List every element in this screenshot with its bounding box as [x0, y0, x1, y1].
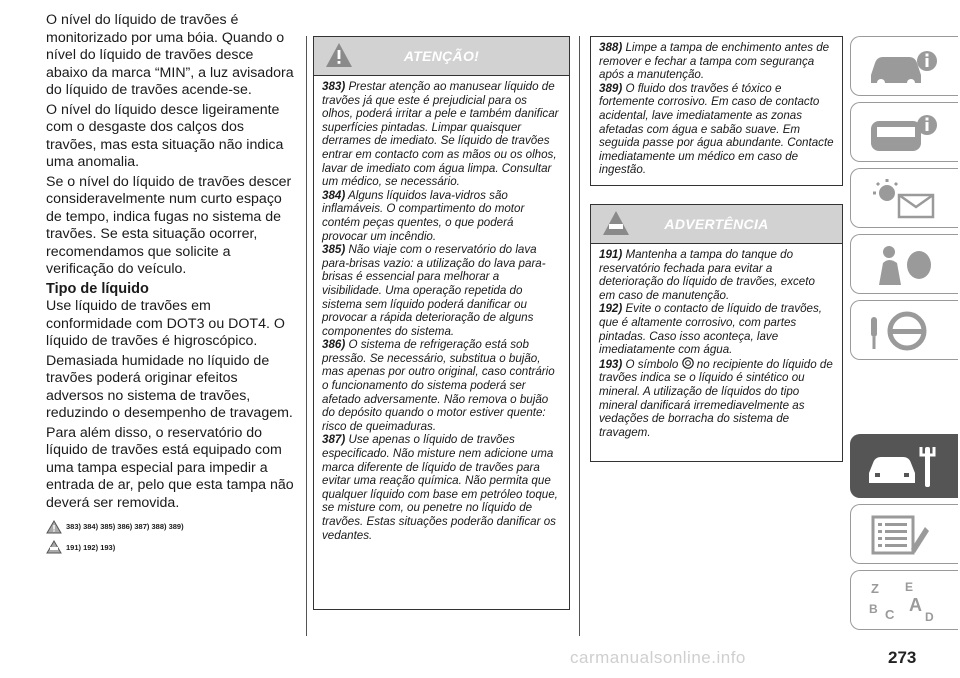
tab-technical-data[interactable] — [850, 504, 958, 564]
brake-fluid-symbol-icon — [682, 357, 694, 369]
paragraph: Use líquido de travões em conformidade com DOT3 ou DOT4. O líquido de travões é higroscópico. — [46, 298, 285, 349]
caution-box — [590, 204, 843, 462]
svg-text:E: E — [905, 580, 914, 594]
caution-header — [591, 205, 842, 244]
column-divider — [306, 36, 307, 636]
caution-title: ADVERTÊNCIA — [664, 216, 769, 232]
paragraph: Demasiada humidade no líquido de travões poderá originar efeitos adversos no sistema de travões, reduzindo o desempenho de travagem. — [46, 352, 293, 421]
tab-index[interactable] — [850, 570, 958, 630]
attention-continued-box — [590, 36, 843, 186]
attention-title: ATENÇÃO! — [403, 48, 480, 64]
tab-safety[interactable] — [850, 234, 958, 294]
note-item: 193) O símbolo no recipiente do líquido de travões indica se o líquido é sintético ou mineral. A utilização de líquidos do tipo mineral danificará irremediavelmente as vedações de borracha do sistema de travagem. — [599, 357, 833, 439]
caution-refs — [46, 539, 296, 557]
paragraph: Se o nível do líquido de travões descer consideravelmente num curto espaço de tempo, indica fugas no sistema de travões. Se esta situação ocorrer, recomendamos que solicite a verificação do veículo. — [46, 173, 292, 277]
attention-header — [314, 37, 569, 76]
specifications-list-icon — [865, 513, 945, 557]
tab-starting-driving[interactable] — [850, 300, 958, 360]
attention-body — [314, 76, 569, 548]
warning-triangle-icon — [46, 520, 62, 534]
attention-box — [313, 36, 570, 610]
page-number: 273 — [888, 648, 917, 667]
note-item: 387) Use apenas o líquido de travões especificado. Não misture nem adicione uma marca diferente de líquido de travões para evitar uma reação química. Não permita que qualquer líquido com base em petróleo toque, se misture com, ou penetre no líquido de travões. Estas situações poderão danificar os vedantes. — [322, 433, 558, 542]
svg-text:B: B — [869, 602, 878, 616]
tab-maintenance[interactable] — [850, 434, 958, 498]
warning-refs-text: 383) 384) 385) 386) 387) 388) 389) — [66, 522, 184, 531]
svg-text:Z: Z — [871, 581, 879, 596]
svg-text:D: D — [925, 610, 934, 623]
car-maintenance-icon — [865, 443, 945, 491]
lights-warning-icon — [865, 177, 945, 221]
note-item: 384) Alguns líquidos lava-vidros são inflamáveis. O compartimento do motor contém peças quentes, o que poderá provocar um incêndio. — [322, 188, 525, 243]
note-item: 389) O fluido dos travões é tóxico e fortemente corrosivo. Em caso de contacto acidental, lave imediatamente as zonas afetadas com água e sabão suave. Em seguida passe por água abundante. Contacte imediatamente um médico em caso de ingestão. — [599, 81, 834, 177]
caution-refs-text: 191) 192) 193) — [66, 542, 116, 552]
note-item: 383) Prestar atenção ao manusear líquido de travões já que este é prejudicial para os olhos, poderá irritar a pele e também danificar superfícies pintadas. Limpar quaisquer derrames de imediato. Se líquido de travões entrar em contacto com as mãos ou os olhos, lavar de imediato com água limpa. Consultar um médico, se necessário. — [322, 80, 559, 189]
svg-text:A: A — [909, 595, 922, 615]
caution-body — [591, 244, 842, 445]
car-info-icon — [865, 45, 945, 89]
note-item: 192) Evite o contacto de líquido de travões, que é altamente corrosivo, com partes pintadas. Caso isso aconteça, lave imediatamente com água. — [599, 302, 823, 357]
paragraph: O nível do líquido de travões é monitorizado por uma bóia. Quando o nível do líquido de travões desce abaixo da marca “MIN”, a luz avisadora do líquido de travões acende-se. — [46, 12, 294, 98]
tab-dashboard[interactable] — [850, 102, 958, 162]
left-column — [46, 12, 296, 556]
note-item: 385) Não viaje com o reservatório do lava para-brisas vazio: a utilização do lava para-brisas é essencial para melhorar a visibilidade. Uma operação repetida do sistema sem líquido poderá danificar ou provocar a rápida deterioração de alguns componentes do sistema. — [322, 243, 546, 338]
note-item: 386) O sistema de refrigeração está sob pressão. Se necessário, substitua o bujão, mas apenas por outro original, caso contrário o funcionamento do sistema poderá ser afetado adversamente. Não remova o bujão do depósito quando o motor estiver quente: risco de queimaduras. — [322, 338, 555, 433]
column-divider — [579, 36, 580, 636]
safety-airbag-icon — [865, 243, 945, 287]
watermark: carmanualsonline.info — [570, 648, 746, 667]
svg-text:C: C — [885, 607, 895, 622]
alphabetical-index-icon — [865, 579, 945, 623]
tab-lights-warnings[interactable] — [850, 168, 958, 228]
tab-car-info[interactable] — [850, 36, 958, 96]
note-item: 388) Limpe a tampa de enchimento antes de remover e fechar a tampa com segurança após a manutenção. — [599, 41, 830, 82]
steering-key-icon — [865, 309, 945, 353]
section-heading: Tipo de líquido — [46, 280, 149, 297]
paragraph: Para além disso, o reservatório do líquido de travões está equipado com uma tampa especial para impedir a entrada de ar, pelo que esta tampa não deverá ser removida. — [46, 424, 294, 511]
warning-refs — [46, 518, 296, 536]
continued-body — [591, 37, 842, 183]
note-item: 191) Mantenha a tampa do tanque do reservatório fechada para evitar a deterioração do líquido de travões, exceto em caso de manutenção. — [599, 248, 815, 302]
paragraph: O nível do líquido desce ligeiramente com o desgaste dos calços dos travões, mas esta situação não indica uma anomalia. — [46, 101, 284, 170]
caution-triangle-icon — [46, 540, 62, 554]
dashboard-info-icon — [865, 111, 945, 155]
